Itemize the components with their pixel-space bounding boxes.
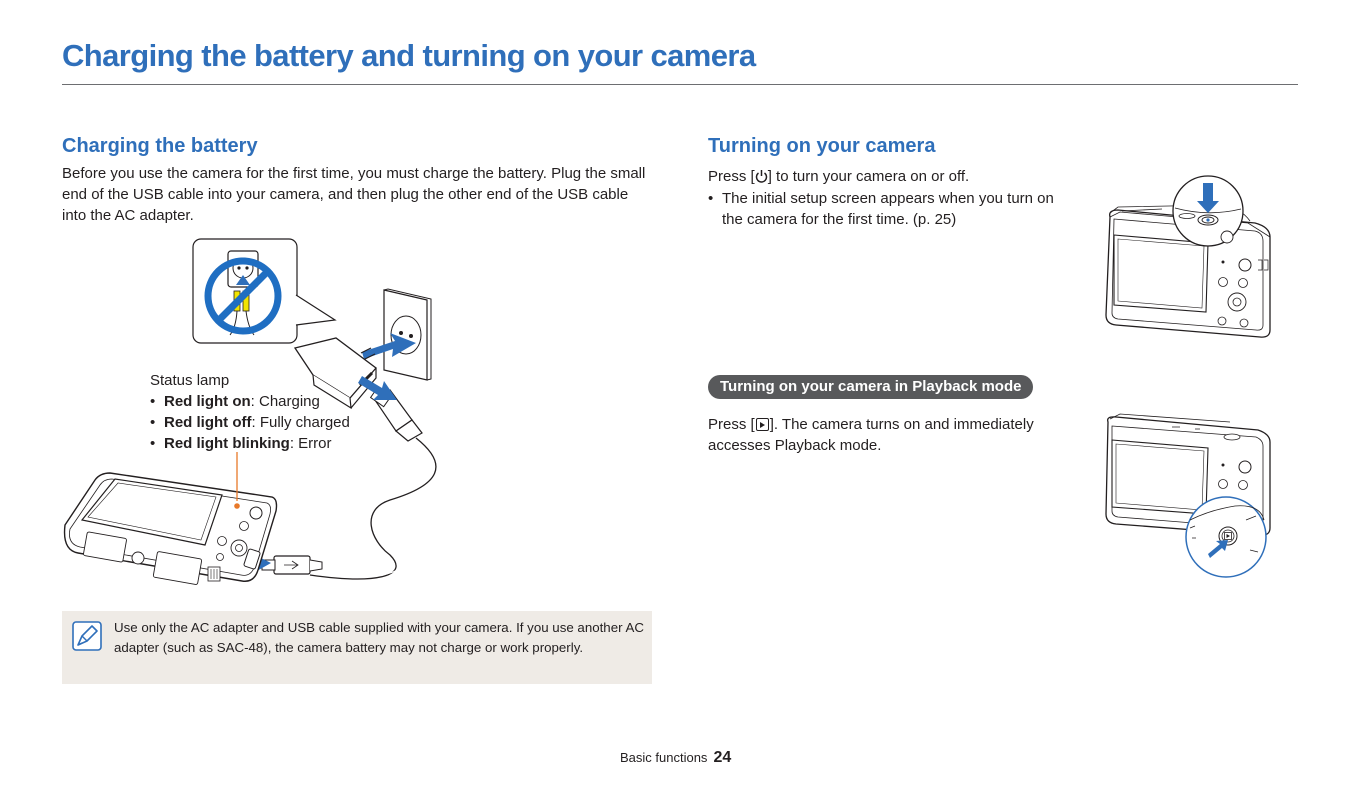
note-text: Use only the AC adapter and USB cable supplied with your camera. If you use another AC adapter (such as SAC-48), the camera battery may not charge or work properly. <box>114 620 644 655</box>
status-item-charging: • Red light on: Charging <box>150 391 350 412</box>
camera-power-illustration <box>1100 165 1280 345</box>
status-lamp-list <box>150 391 350 454</box>
status-lamp <box>234 503 240 509</box>
charging-heading: Charging the battery <box>62 135 258 157</box>
power-icon <box>755 169 768 183</box>
camera-playback-illustration <box>1100 410 1280 585</box>
page-title: Charging the battery and turning on your camera <box>62 38 756 73</box>
usb-plug-large <box>358 376 422 441</box>
turning-on-heading: Turning on your camera <box>708 135 936 157</box>
setup-bullet: • The initial setup screen appears when you turn on the camera for the first time. (p. 25) <box>708 188 1078 230</box>
power-instruction: Press [ ] to turn your camera on or off. <box>708 168 970 185</box>
setup-bullet-list <box>708 188 1078 230</box>
page-footer <box>620 749 731 767</box>
charging-body: Before you use the camera for the first time, you must charge the battery. Plug the small end of the USB cable into your camera, and then plug the other end of the USB cable into the AC adapter. <box>62 165 646 224</box>
status-item-charged: • Red light off: Fully charged <box>150 412 350 433</box>
camera-rear-view <box>65 473 277 585</box>
title-divider <box>62 84 1298 85</box>
playback-icon <box>756 418 769 431</box>
status-lamp-label: Status lamp <box>150 372 230 389</box>
note-box <box>62 611 652 684</box>
page-number: 24 <box>713 749 732 766</box>
footer-section: Basic functions <box>620 750 708 765</box>
playback-subheading: Turning on your camera in Playback mode <box>708 375 1033 399</box>
no-other-adapter-callout <box>193 239 335 343</box>
playback-instruction: Press [ ]. The camera turns on and immediately accesses Playback mode. <box>708 416 1034 454</box>
status-item-error: • Red light blinking: Error <box>150 433 350 454</box>
pencil-note-icon <box>72 621 102 651</box>
